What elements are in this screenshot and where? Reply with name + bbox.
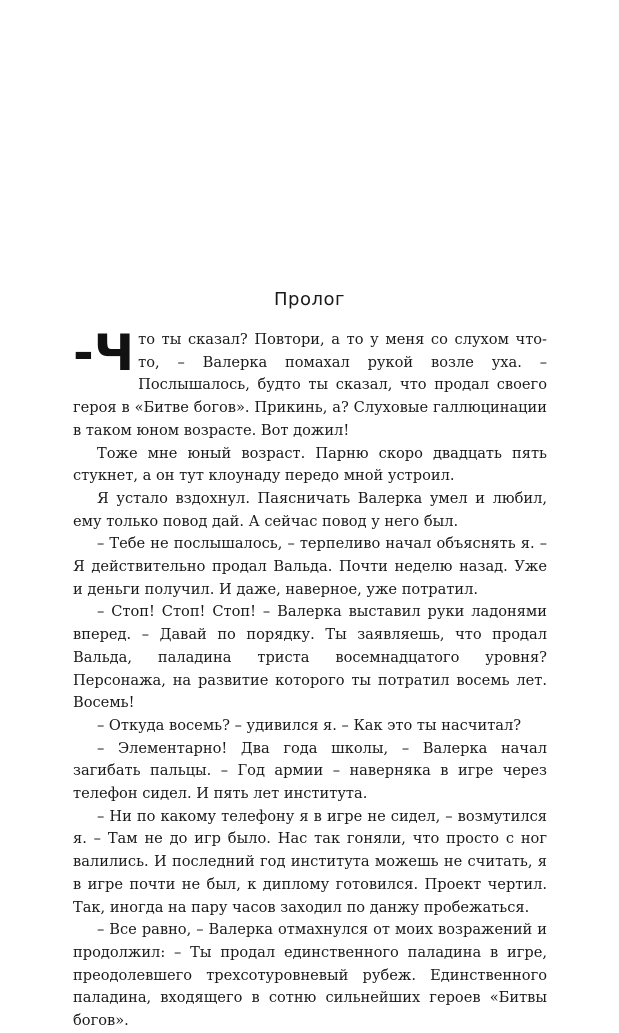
paragraph-2: Тоже мне юный возраст. Парню скоро двадцать пять стукнет, а он тут клоунаду передо мной устроил. xyxy=(73,444,547,485)
paragraph-1 xyxy=(73,324,547,443)
chapter-body xyxy=(73,324,547,1033)
paragraph-7: – Элементарно! Два года школы, – Валерка начал загибать пальцы. – Год армии – наверняка в игре через телефон сидел. И пять лет института. xyxy=(73,739,547,803)
paragraph-8: – Ни по какому телефону я в игре не сидел, – возмутился я. – Там не до игр было. Нас так гоняли, что просто с ног валились. И последний год института можешь не считать, я в игре почти не был, к диплому готовился. Проект чертил. Так, иногда на пару часов заходил по данжу пробежаться. xyxy=(73,807,547,916)
paragraph-9: – Все равно, – Валерка отмахнулся от моих возражений и продолжил: – Ты продал единственного паладина в игре, преодолевшего трехсотуровневый рубеж. Единственного паладина, входящего в сотню сильнейших героев «Битвы богов». xyxy=(73,921,547,1030)
paragraph-6: – Откуда восемь? – удивился я. – Как это ты насчитал? xyxy=(97,716,522,734)
paragraph-5: – Стоп! Стоп! Стоп! – Валерка выставил руки ладонями вперед. – Давай по порядку. Ты заявляешь, что продал Вальда, паладина триста восемнадцатого уровня? Персонажа, на развитие которого ты потратил восемь лет. Восемь! xyxy=(73,603,547,712)
first-paragraph-text: то ты сказал? Повтори, а то у меня со слухом что-то, – Валерка помахал рукой возле уха. – Послышалось, будто ты сказал, что продал своего героя в «Битве богов». Прикинь, а? Слуховые галлюцинации в таком юном возрасте. Вот дожил! xyxy=(73,331,547,439)
drop-cap: -Ч xyxy=(73,324,135,382)
paragraph-4: – Тебе не послышалось, – терпеливо начал объяснять я. – Я действительно продал Вальда. Почти неделю назад. Уже и деньги получил. И даже, наверное, уже потратил. xyxy=(73,535,547,598)
chapter-title: Пролог xyxy=(274,289,345,310)
paragraph-3: Я устало вздохнул. Паясничать Валерка умел и любил, ему только повод дай. А сейчас повод у него был. xyxy=(73,489,547,530)
